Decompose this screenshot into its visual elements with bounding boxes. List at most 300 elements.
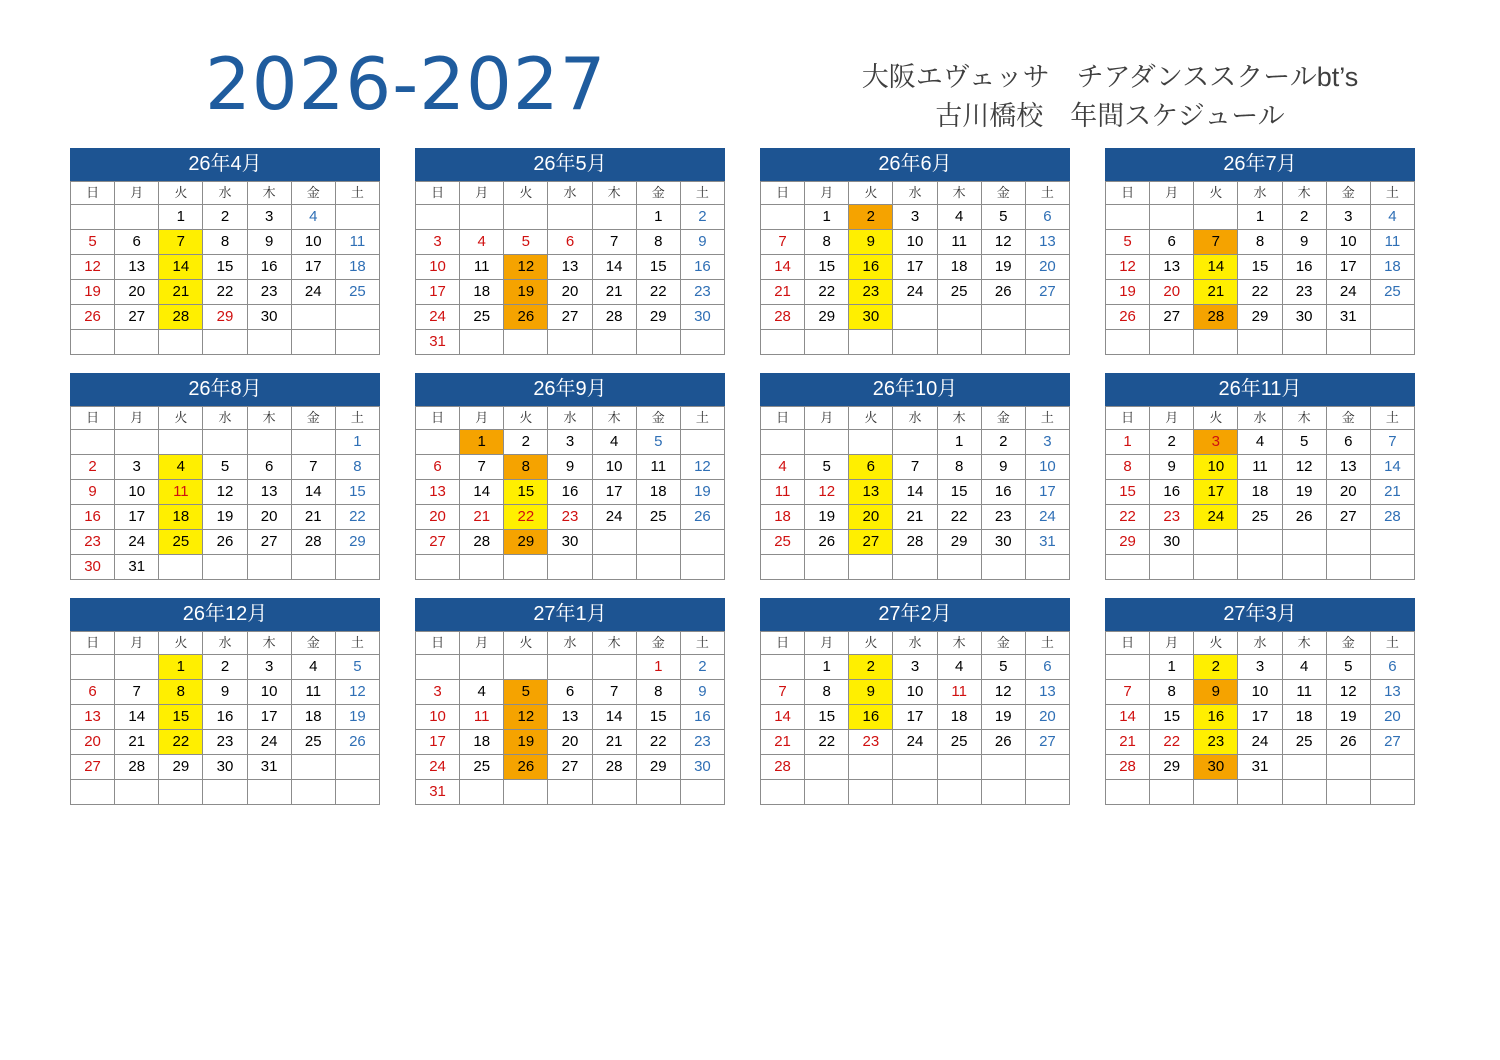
day-cell: 1 [1106, 430, 1150, 455]
day-cell: 19 [203, 505, 247, 530]
week-row [416, 330, 725, 355]
month-title: 26年11月 [1105, 373, 1415, 406]
weekday-header-row [71, 407, 380, 430]
weekday-header-cell: 月 [115, 407, 159, 430]
day-cell: 1 [636, 655, 680, 680]
empty-cell [115, 330, 159, 355]
month-title: 26年5月 [415, 148, 725, 181]
month-table [415, 181, 725, 355]
empty-cell [115, 205, 159, 230]
day-cell: 6 [71, 680, 115, 705]
day-cell: 31 [247, 755, 291, 780]
empty-cell [680, 530, 724, 555]
day-cell: 21 [460, 505, 504, 530]
day-cell: 19 [981, 255, 1025, 280]
week-row [416, 280, 725, 305]
weekday-header-cell: 土 [1370, 182, 1414, 205]
empty-cell [291, 755, 335, 780]
weekday-header-cell: 水 [203, 182, 247, 205]
day-cell: 7 [1370, 430, 1414, 455]
day-cell: 26 [981, 280, 1025, 305]
day-cell: 9 [71, 480, 115, 505]
day-cell: 18 [1370, 255, 1414, 280]
week-row [1106, 780, 1415, 805]
day-cell: 4 [937, 655, 981, 680]
empty-cell [805, 330, 849, 355]
day-cell: 26 [504, 755, 548, 780]
day-cell: 14 [592, 705, 636, 730]
day-cell: 20 [849, 505, 893, 530]
day-cell: 9 [680, 680, 724, 705]
day-cell: 14 [460, 480, 504, 505]
week-row [416, 230, 725, 255]
day-cell: 19 [805, 505, 849, 530]
month-table [760, 406, 1070, 580]
empty-cell [71, 330, 115, 355]
weekday-header-cell: 日 [71, 632, 115, 655]
day-cell: 2 [1194, 655, 1238, 680]
day-cell: 14 [761, 705, 805, 730]
empty-cell [416, 430, 460, 455]
day-cell: 13 [115, 255, 159, 280]
empty-cell [548, 655, 592, 680]
day-cell: 10 [247, 680, 291, 705]
weekday-header-cell: 金 [291, 407, 335, 430]
day-cell: 11 [460, 705, 504, 730]
day-cell: 11 [937, 230, 981, 255]
empty-cell [849, 330, 893, 355]
empty-cell [1282, 555, 1326, 580]
month-title: 26年6月 [760, 148, 1070, 181]
day-cell: 14 [761, 255, 805, 280]
day-cell: 21 [1370, 480, 1414, 505]
day-cell: 15 [1238, 255, 1282, 280]
empty-cell [849, 780, 893, 805]
day-cell: 18 [159, 505, 203, 530]
day-cell: 11 [937, 680, 981, 705]
week-row [761, 280, 1070, 305]
empty-cell [1194, 205, 1238, 230]
month-title: 26年10月 [760, 373, 1070, 406]
day-cell: 2 [680, 655, 724, 680]
day-cell: 23 [247, 280, 291, 305]
weekday-header-cell: 日 [761, 632, 805, 655]
day-cell: 20 [71, 730, 115, 755]
weekday-header-cell: 木 [247, 407, 291, 430]
day-cell: 28 [592, 305, 636, 330]
day-cell: 9 [1194, 680, 1238, 705]
day-cell: 24 [115, 530, 159, 555]
week-row [761, 530, 1070, 555]
month-calendar [1105, 373, 1415, 580]
day-cell: 21 [761, 280, 805, 305]
day-cell: 9 [849, 230, 893, 255]
day-cell: 8 [159, 680, 203, 705]
day-cell: 9 [548, 455, 592, 480]
day-cell: 29 [636, 305, 680, 330]
weekday-header-cell: 土 [680, 182, 724, 205]
day-cell: 26 [1326, 730, 1370, 755]
day-cell: 21 [1106, 730, 1150, 755]
day-cell: 29 [937, 530, 981, 555]
day-cell: 20 [1025, 705, 1069, 730]
day-cell: 15 [636, 255, 680, 280]
empty-cell [1194, 330, 1238, 355]
day-cell: 20 [1025, 255, 1069, 280]
empty-cell [937, 330, 981, 355]
week-row [71, 730, 380, 755]
weekday-header-row [761, 632, 1070, 655]
week-row [416, 255, 725, 280]
weekday-header-cell: 日 [1106, 182, 1150, 205]
weekday-header-cell: 金 [981, 182, 1025, 205]
weekday-header-cell: 金 [1326, 632, 1370, 655]
week-row [1106, 280, 1415, 305]
day-cell: 23 [849, 280, 893, 305]
day-cell: 10 [893, 230, 937, 255]
empty-cell [460, 555, 504, 580]
week-row [71, 305, 380, 330]
day-cell: 16 [1282, 255, 1326, 280]
day-cell: 6 [849, 455, 893, 480]
month-table [70, 406, 380, 580]
weekday-header-cell: 月 [805, 182, 849, 205]
calendar-grid [0, 148, 1500, 823]
day-cell: 27 [1025, 730, 1069, 755]
day-cell: 21 [592, 730, 636, 755]
weekday-header-row [416, 407, 725, 430]
day-cell: 16 [849, 255, 893, 280]
empty-cell [1194, 555, 1238, 580]
day-cell: 4 [1238, 430, 1282, 455]
empty-cell [1282, 530, 1326, 555]
day-cell: 8 [636, 230, 680, 255]
day-cell: 24 [1238, 730, 1282, 755]
day-cell: 5 [504, 680, 548, 705]
day-cell: 16 [1150, 480, 1194, 505]
day-cell: 5 [981, 205, 1025, 230]
day-cell: 20 [115, 280, 159, 305]
weekday-header-cell: 火 [504, 407, 548, 430]
weekday-header-cell: 木 [592, 632, 636, 655]
week-row [1106, 230, 1415, 255]
day-cell: 26 [1106, 305, 1150, 330]
week-row [1106, 205, 1415, 230]
weekday-header-cell: 日 [416, 407, 460, 430]
day-cell: 5 [1282, 430, 1326, 455]
day-cell: 17 [291, 255, 335, 280]
week-row [1106, 480, 1415, 505]
day-cell: 7 [761, 680, 805, 705]
empty-cell [115, 780, 159, 805]
day-cell: 21 [159, 280, 203, 305]
day-cell: 19 [504, 730, 548, 755]
day-cell: 6 [1150, 230, 1194, 255]
day-cell: 20 [548, 280, 592, 305]
empty-cell [416, 555, 460, 580]
empty-cell [636, 555, 680, 580]
day-cell: 6 [247, 455, 291, 480]
day-cell: 7 [592, 680, 636, 705]
week-row [71, 555, 380, 580]
day-cell: 31 [1238, 755, 1282, 780]
day-cell: 4 [460, 230, 504, 255]
day-cell: 22 [937, 505, 981, 530]
day-cell: 15 [335, 480, 379, 505]
empty-cell [805, 555, 849, 580]
day-cell: 26 [680, 505, 724, 530]
day-cell: 25 [1282, 730, 1326, 755]
day-cell: 17 [247, 705, 291, 730]
day-cell: 28 [460, 530, 504, 555]
weekday-header-cell: 水 [1238, 632, 1282, 655]
day-cell: 10 [115, 480, 159, 505]
empty-cell [849, 430, 893, 455]
day-cell: 15 [504, 480, 548, 505]
day-cell: 13 [1326, 455, 1370, 480]
week-row [761, 230, 1070, 255]
week-row [71, 755, 380, 780]
day-cell: 16 [849, 705, 893, 730]
month-calendar [1105, 148, 1415, 355]
day-cell: 10 [1025, 455, 1069, 480]
weekday-header-cell: 木 [1282, 407, 1326, 430]
day-cell: 18 [460, 730, 504, 755]
weekday-header-cell: 月 [1150, 182, 1194, 205]
day-cell: 8 [805, 230, 849, 255]
weekday-header-cell: 金 [636, 632, 680, 655]
week-row [761, 780, 1070, 805]
week-row [761, 755, 1070, 780]
weekday-header-cell: 月 [460, 407, 504, 430]
empty-cell [291, 555, 335, 580]
weekday-header-cell: 土 [1025, 182, 1069, 205]
empty-cell [592, 330, 636, 355]
week-row [416, 480, 725, 505]
day-cell: 22 [335, 505, 379, 530]
week-row [71, 680, 380, 705]
day-cell: 21 [893, 505, 937, 530]
empty-cell [680, 430, 724, 455]
day-cell: 27 [548, 305, 592, 330]
month-calendar [760, 598, 1070, 805]
day-cell: 29 [1238, 305, 1282, 330]
empty-cell [504, 330, 548, 355]
day-cell: 5 [1106, 230, 1150, 255]
empty-cell [592, 530, 636, 555]
day-cell: 25 [937, 730, 981, 755]
empty-cell [548, 780, 592, 805]
empty-cell [335, 780, 379, 805]
empty-cell [761, 430, 805, 455]
empty-cell [592, 205, 636, 230]
day-cell: 6 [416, 455, 460, 480]
weekday-header-cell: 金 [291, 632, 335, 655]
day-cell: 19 [504, 280, 548, 305]
weekday-header-row [1106, 632, 1415, 655]
day-cell: 8 [937, 455, 981, 480]
week-row [1106, 530, 1415, 555]
week-row [416, 755, 725, 780]
day-cell: 13 [548, 705, 592, 730]
empty-cell [1282, 780, 1326, 805]
weekday-header-cell: 金 [1326, 407, 1370, 430]
day-cell: 17 [115, 505, 159, 530]
empty-cell [1106, 205, 1150, 230]
day-cell: 4 [159, 455, 203, 480]
day-cell: 13 [71, 705, 115, 730]
weekday-header-cell: 金 [636, 182, 680, 205]
empty-cell [416, 655, 460, 680]
week-row [761, 705, 1070, 730]
week-row [71, 255, 380, 280]
day-cell: 9 [247, 230, 291, 255]
month-table [415, 406, 725, 580]
day-cell: 3 [548, 430, 592, 455]
empty-cell [1326, 755, 1370, 780]
day-cell: 23 [71, 530, 115, 555]
day-cell: 28 [893, 530, 937, 555]
week-row [71, 280, 380, 305]
day-cell: 2 [1282, 205, 1326, 230]
day-cell: 23 [203, 730, 247, 755]
empty-cell [504, 780, 548, 805]
day-cell: 13 [247, 480, 291, 505]
day-cell: 27 [1326, 505, 1370, 530]
day-cell: 17 [1025, 480, 1069, 505]
day-cell: 24 [416, 305, 460, 330]
week-row [761, 730, 1070, 755]
day-cell: 30 [71, 555, 115, 580]
week-row [416, 780, 725, 805]
day-cell: 12 [981, 230, 1025, 255]
week-row [71, 655, 380, 680]
empty-cell [291, 430, 335, 455]
day-cell: 25 [761, 530, 805, 555]
day-cell: 10 [1194, 455, 1238, 480]
day-cell: 4 [291, 655, 335, 680]
day-cell: 30 [680, 305, 724, 330]
empty-cell [460, 205, 504, 230]
empty-cell [1370, 330, 1414, 355]
day-cell: 20 [247, 505, 291, 530]
week-row [71, 480, 380, 505]
day-cell: 1 [1238, 205, 1282, 230]
empty-cell [1025, 780, 1069, 805]
empty-cell [1326, 330, 1370, 355]
empty-cell [71, 780, 115, 805]
weekday-header-row [71, 632, 380, 655]
weekday-header-cell: 火 [849, 407, 893, 430]
day-cell: 3 [247, 205, 291, 230]
empty-cell [247, 330, 291, 355]
weekday-header-cell: 日 [71, 407, 115, 430]
empty-cell [1326, 780, 1370, 805]
day-cell: 18 [937, 255, 981, 280]
empty-cell [1326, 530, 1370, 555]
weekday-header-cell: 水 [893, 407, 937, 430]
day-cell: 27 [1370, 730, 1414, 755]
empty-cell [504, 655, 548, 680]
weekday-header-row [71, 182, 380, 205]
week-row [71, 505, 380, 530]
day-cell: 15 [805, 255, 849, 280]
month-table [760, 181, 1070, 355]
weekday-header-cell: 土 [335, 182, 379, 205]
empty-cell [1194, 530, 1238, 555]
day-cell: 26 [805, 530, 849, 555]
day-cell: 3 [1238, 655, 1282, 680]
weekday-header-cell: 火 [159, 632, 203, 655]
month-calendar [415, 148, 725, 355]
day-cell: 25 [291, 730, 335, 755]
day-cell: 22 [1150, 730, 1194, 755]
day-cell: 3 [247, 655, 291, 680]
day-cell: 17 [1238, 705, 1282, 730]
weekday-header-row [416, 632, 725, 655]
empty-cell [1025, 755, 1069, 780]
month-calendar [70, 148, 380, 355]
day-cell: 17 [592, 480, 636, 505]
day-cell: 12 [1282, 455, 1326, 480]
day-cell: 20 [1150, 280, 1194, 305]
day-cell: 10 [291, 230, 335, 255]
day-cell: 8 [504, 455, 548, 480]
day-cell: 7 [1106, 680, 1150, 705]
day-cell: 4 [1282, 655, 1326, 680]
empty-cell [1238, 330, 1282, 355]
empty-cell [1238, 555, 1282, 580]
month-calendar [1105, 598, 1415, 805]
weekday-header-cell: 火 [504, 182, 548, 205]
day-cell: 29 [1106, 530, 1150, 555]
weekday-header-cell: 木 [592, 182, 636, 205]
day-cell: 18 [761, 505, 805, 530]
day-cell: 18 [937, 705, 981, 730]
week-row [1106, 730, 1415, 755]
day-cell: 4 [592, 430, 636, 455]
empty-cell [159, 780, 203, 805]
day-cell: 11 [291, 680, 335, 705]
day-cell: 16 [680, 255, 724, 280]
weekday-header-cell: 金 [981, 407, 1025, 430]
day-cell: 31 [416, 330, 460, 355]
empty-cell [893, 430, 937, 455]
day-cell: 14 [159, 255, 203, 280]
empty-cell [1370, 555, 1414, 580]
weekday-header-cell: 日 [1106, 632, 1150, 655]
day-cell: 22 [1106, 505, 1150, 530]
weekday-header-cell: 日 [416, 632, 460, 655]
weekday-header-cell: 日 [761, 407, 805, 430]
day-cell: 2 [849, 655, 893, 680]
week-row [416, 205, 725, 230]
empty-cell [981, 755, 1025, 780]
day-cell: 28 [115, 755, 159, 780]
empty-cell [1370, 755, 1414, 780]
empty-cell [291, 780, 335, 805]
empty-cell [247, 555, 291, 580]
day-cell: 4 [937, 205, 981, 230]
day-cell: 22 [805, 280, 849, 305]
empty-cell [937, 305, 981, 330]
day-cell: 24 [1025, 505, 1069, 530]
day-cell: 24 [1326, 280, 1370, 305]
day-cell: 17 [1194, 480, 1238, 505]
day-cell: 18 [291, 705, 335, 730]
weekday-header-cell: 火 [1194, 182, 1238, 205]
day-cell: 16 [548, 480, 592, 505]
